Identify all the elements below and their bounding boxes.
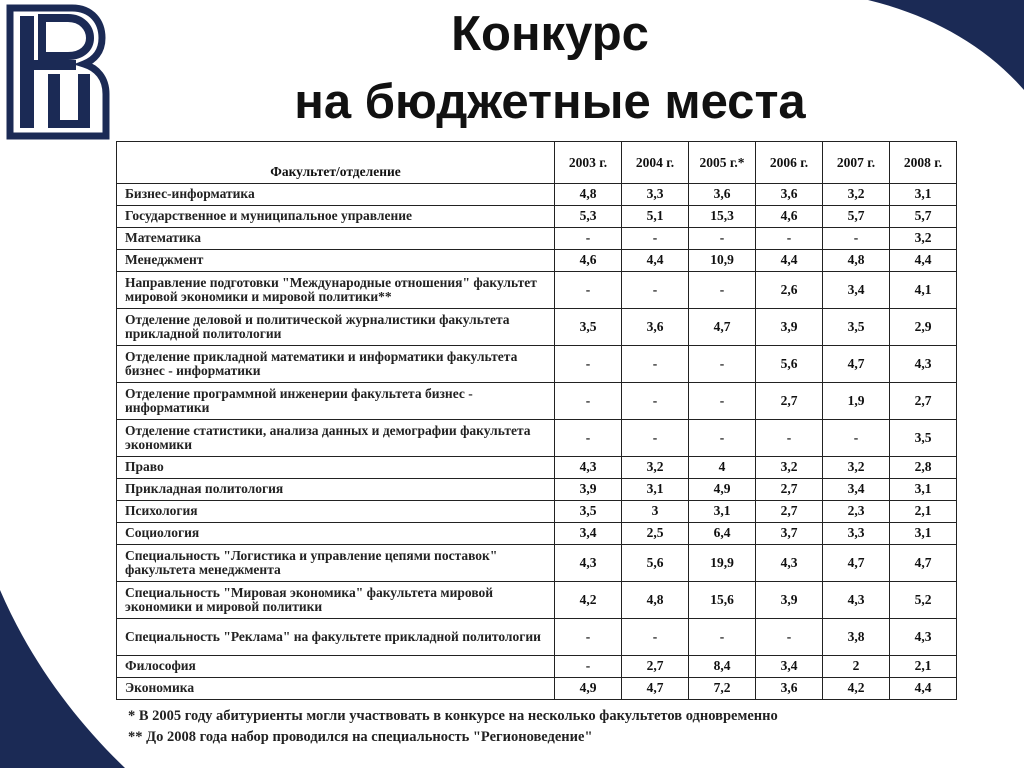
competition-value-cell: 4,7	[622, 678, 689, 700]
competition-value-cell: 8,4	[689, 656, 756, 678]
competition-value-cell: 2,7	[756, 479, 823, 501]
competition-value-cell: 4,9	[555, 678, 622, 700]
table-row	[117, 184, 957, 206]
faculty-name-cell: Отделение статистики, анализа данных и демографии факультета экономики	[117, 420, 555, 457]
competition-value-cell: -	[823, 228, 890, 250]
faculty-name-cell: Отделение программной инженерии факультета бизнес - информатики	[117, 383, 555, 420]
faculty-name-cell: Менеджмент	[117, 250, 555, 272]
competition-value-cell: -	[622, 272, 689, 309]
faculty-name-cell: Социология	[117, 523, 555, 545]
faculty-name-cell: Отделение прикладной математики и информатики факультета бизнес - информатики	[117, 346, 555, 383]
competition-value-cell: 4,3	[890, 619, 957, 656]
competition-value-cell: -	[555, 272, 622, 309]
competition-value-cell: 3,1	[890, 523, 957, 545]
faculty-name-cell: Экономика	[117, 678, 555, 700]
competition-value-cell: 3,1	[890, 184, 957, 206]
competition-value-cell: 3,3	[823, 523, 890, 545]
competition-value-cell: 2	[823, 656, 890, 678]
table-row	[117, 309, 957, 346]
competition-table	[116, 141, 957, 700]
year-column-header: 2006 г.	[756, 142, 823, 184]
competition-value-cell: -	[823, 420, 890, 457]
competition-value-cell: 4,9	[689, 479, 756, 501]
competition-value-cell: -	[689, 383, 756, 420]
competition-value-cell: -	[689, 346, 756, 383]
year-column-header: 2007 г.	[823, 142, 890, 184]
competition-value-cell: 4,1	[890, 272, 957, 309]
faculty-name-cell: Специальность "Мировая экономика" факультета мировой экономики и мировой политики	[117, 582, 555, 619]
competition-value-cell: 2,8	[890, 457, 957, 479]
competition-value-cell: 2,5	[622, 523, 689, 545]
footnote-2: ** До 2008 года набор проводился на специальность "Регионоведение"	[128, 729, 593, 745]
competition-value-cell: -	[555, 228, 622, 250]
faculty-name-cell: Прикладная политология	[117, 479, 555, 501]
competition-value-cell: 5,7	[890, 206, 957, 228]
table-row	[117, 228, 957, 250]
competition-value-cell: -	[756, 420, 823, 457]
competition-value-cell: 4,6	[756, 206, 823, 228]
year-column-header: 2005 г.*	[689, 142, 756, 184]
competition-value-cell: 3,5	[555, 501, 622, 523]
table-row	[117, 206, 957, 228]
competition-value-cell: 4,4	[756, 250, 823, 272]
competition-value-cell: 3,6	[622, 309, 689, 346]
year-column-header: 2008 г.	[890, 142, 957, 184]
faculty-name-cell: Специальность "Логистика и управление цепями поставок" факультета менеджмента	[117, 545, 555, 582]
competition-value-cell: 5,3	[555, 206, 622, 228]
competition-value-cell: 4,7	[890, 545, 957, 582]
competition-value-cell: 4,8	[555, 184, 622, 206]
table-row	[117, 678, 957, 700]
competition-value-cell: 2,1	[890, 656, 957, 678]
competition-value-cell: 3,2	[823, 457, 890, 479]
competition-value-cell: -	[756, 228, 823, 250]
competition-value-cell: 15,6	[689, 582, 756, 619]
table-header-row	[117, 142, 957, 184]
competition-value-cell: -	[555, 383, 622, 420]
year-column-header: 2004 г.	[622, 142, 689, 184]
competition-value-cell: 3,5	[823, 309, 890, 346]
competition-value-cell: 3,5	[555, 309, 622, 346]
competition-value-cell: 4,8	[823, 250, 890, 272]
competition-value-cell: 4,4	[890, 250, 957, 272]
competition-value-cell: 3,1	[622, 479, 689, 501]
table-row	[117, 272, 957, 309]
faculty-name-cell: Право	[117, 457, 555, 479]
competition-value-cell: 2,7	[756, 383, 823, 420]
competition-value-cell: 4,2	[555, 582, 622, 619]
table-row	[117, 383, 957, 420]
competition-value-cell: 4,3	[555, 457, 622, 479]
faculty-name-cell: Направление подготовки "Международные отношения" факультет мировой экономики и мировой политики**	[117, 272, 555, 309]
table-row	[117, 420, 957, 457]
competition-value-cell: 3,6	[689, 184, 756, 206]
competition-value-cell: 4,7	[689, 309, 756, 346]
table-row	[117, 545, 957, 582]
competition-value-cell: -	[622, 228, 689, 250]
competition-value-cell: 6,4	[689, 523, 756, 545]
competition-value-cell: 3,2	[622, 457, 689, 479]
competition-value-cell: 3,2	[756, 457, 823, 479]
competition-value-cell: 3,4	[756, 656, 823, 678]
bottom-left-arc-decoration	[0, 590, 125, 768]
year-column-header: 2003 г.	[555, 142, 622, 184]
competition-value-cell: 2,1	[890, 501, 957, 523]
table-row	[117, 656, 957, 678]
competition-value-cell: -	[555, 346, 622, 383]
competition-value-cell: -	[555, 656, 622, 678]
competition-value-cell: 4,7	[823, 346, 890, 383]
table-row	[117, 582, 957, 619]
faculty-name-cell: Философия	[117, 656, 555, 678]
table-row	[117, 619, 957, 656]
competition-value-cell: 19,9	[689, 545, 756, 582]
competition-value-cell: 1,9	[823, 383, 890, 420]
competition-value-cell: -	[689, 420, 756, 457]
competition-value-cell: -	[622, 420, 689, 457]
faculty-name-cell: Государственное и муниципальное управление	[117, 206, 555, 228]
faculty-name-cell: Математика	[117, 228, 555, 250]
faculty-column-header: Факультет/отделение	[117, 142, 555, 184]
competition-value-cell: 3,8	[823, 619, 890, 656]
competition-value-cell: 4,4	[622, 250, 689, 272]
table-row	[117, 457, 957, 479]
competition-value-cell: 4,2	[823, 678, 890, 700]
faculty-name-cell: Специальность "Реклама" на факультете прикладной политологии	[117, 619, 555, 656]
competition-value-cell: 5,2	[890, 582, 957, 619]
competition-value-cell: 4,6	[555, 250, 622, 272]
competition-value-cell: 3,4	[823, 272, 890, 309]
faculty-name-cell: Отделение деловой и политической журналистики факультета прикладной политологии	[117, 309, 555, 346]
competition-value-cell: 2,3	[823, 501, 890, 523]
competition-value-cell: 3,4	[823, 479, 890, 501]
competition-value-cell: 10,9	[689, 250, 756, 272]
table-row	[117, 501, 957, 523]
hse-logo-icon	[2, 2, 110, 142]
table-row	[117, 479, 957, 501]
competition-value-cell: 4,4	[890, 678, 957, 700]
competition-value-cell: 4,3	[890, 346, 957, 383]
table-row	[117, 523, 957, 545]
competition-value-cell: 3,3	[622, 184, 689, 206]
competition-value-cell: 2,7	[756, 501, 823, 523]
slide-title-line-1: Конкурс	[451, 7, 649, 61]
competition-value-cell: 4,3	[756, 545, 823, 582]
competition-value-cell: -	[622, 619, 689, 656]
competition-value-cell: 4,8	[622, 582, 689, 619]
competition-value-cell: 3,6	[756, 184, 823, 206]
table-row	[117, 250, 957, 272]
competition-value-cell: -	[622, 383, 689, 420]
competition-value-cell: 15,3	[689, 206, 756, 228]
competition-value-cell: 3,9	[756, 582, 823, 619]
competition-value-cell: 4,3	[823, 582, 890, 619]
competition-value-cell: 4	[689, 457, 756, 479]
competition-value-cell: 3,1	[890, 479, 957, 501]
competition-value-cell: -	[622, 346, 689, 383]
footnotes	[116, 706, 956, 748]
competition-value-cell: 3,2	[890, 228, 957, 250]
competition-value-cell: 4,3	[555, 545, 622, 582]
competition-value-cell: -	[555, 420, 622, 457]
faculty-name-cell: Бизнес-информатика	[117, 184, 555, 206]
table-body	[117, 184, 957, 700]
table-row	[117, 346, 957, 383]
competition-value-cell: 3,6	[756, 678, 823, 700]
competition-value-cell: 3,5	[890, 420, 957, 457]
competition-table-container	[116, 141, 956, 748]
competition-value-cell: 5,7	[823, 206, 890, 228]
competition-value-cell: 3,9	[555, 479, 622, 501]
competition-value-cell: -	[756, 619, 823, 656]
competition-value-cell: 3,1	[689, 501, 756, 523]
competition-value-cell: 2,9	[890, 309, 957, 346]
competition-value-cell: 2,7	[890, 383, 957, 420]
competition-value-cell: 3,9	[756, 309, 823, 346]
competition-value-cell: 3,7	[756, 523, 823, 545]
competition-value-cell: -	[689, 619, 756, 656]
competition-value-cell: 7,2	[689, 678, 756, 700]
competition-value-cell: -	[689, 228, 756, 250]
competition-value-cell: 3,4	[555, 523, 622, 545]
competition-value-cell: 5,6	[622, 545, 689, 582]
competition-value-cell: 3	[622, 501, 689, 523]
competition-value-cell: 5,6	[756, 346, 823, 383]
competition-value-cell: 2,7	[622, 656, 689, 678]
competition-value-cell: 2,6	[756, 272, 823, 309]
competition-value-cell: 5,1	[622, 206, 689, 228]
competition-value-cell: 4,7	[823, 545, 890, 582]
faculty-name-cell: Психология	[117, 501, 555, 523]
competition-value-cell: -	[689, 272, 756, 309]
slide-title-line-2: на бюджетные места	[294, 75, 806, 129]
footnote-1: * В 2005 году абитуриенты могли участвовать в конкурсе на несколько факультетов одновременно	[128, 708, 778, 724]
competition-value-cell: -	[555, 619, 622, 656]
competition-value-cell: 3,2	[823, 184, 890, 206]
